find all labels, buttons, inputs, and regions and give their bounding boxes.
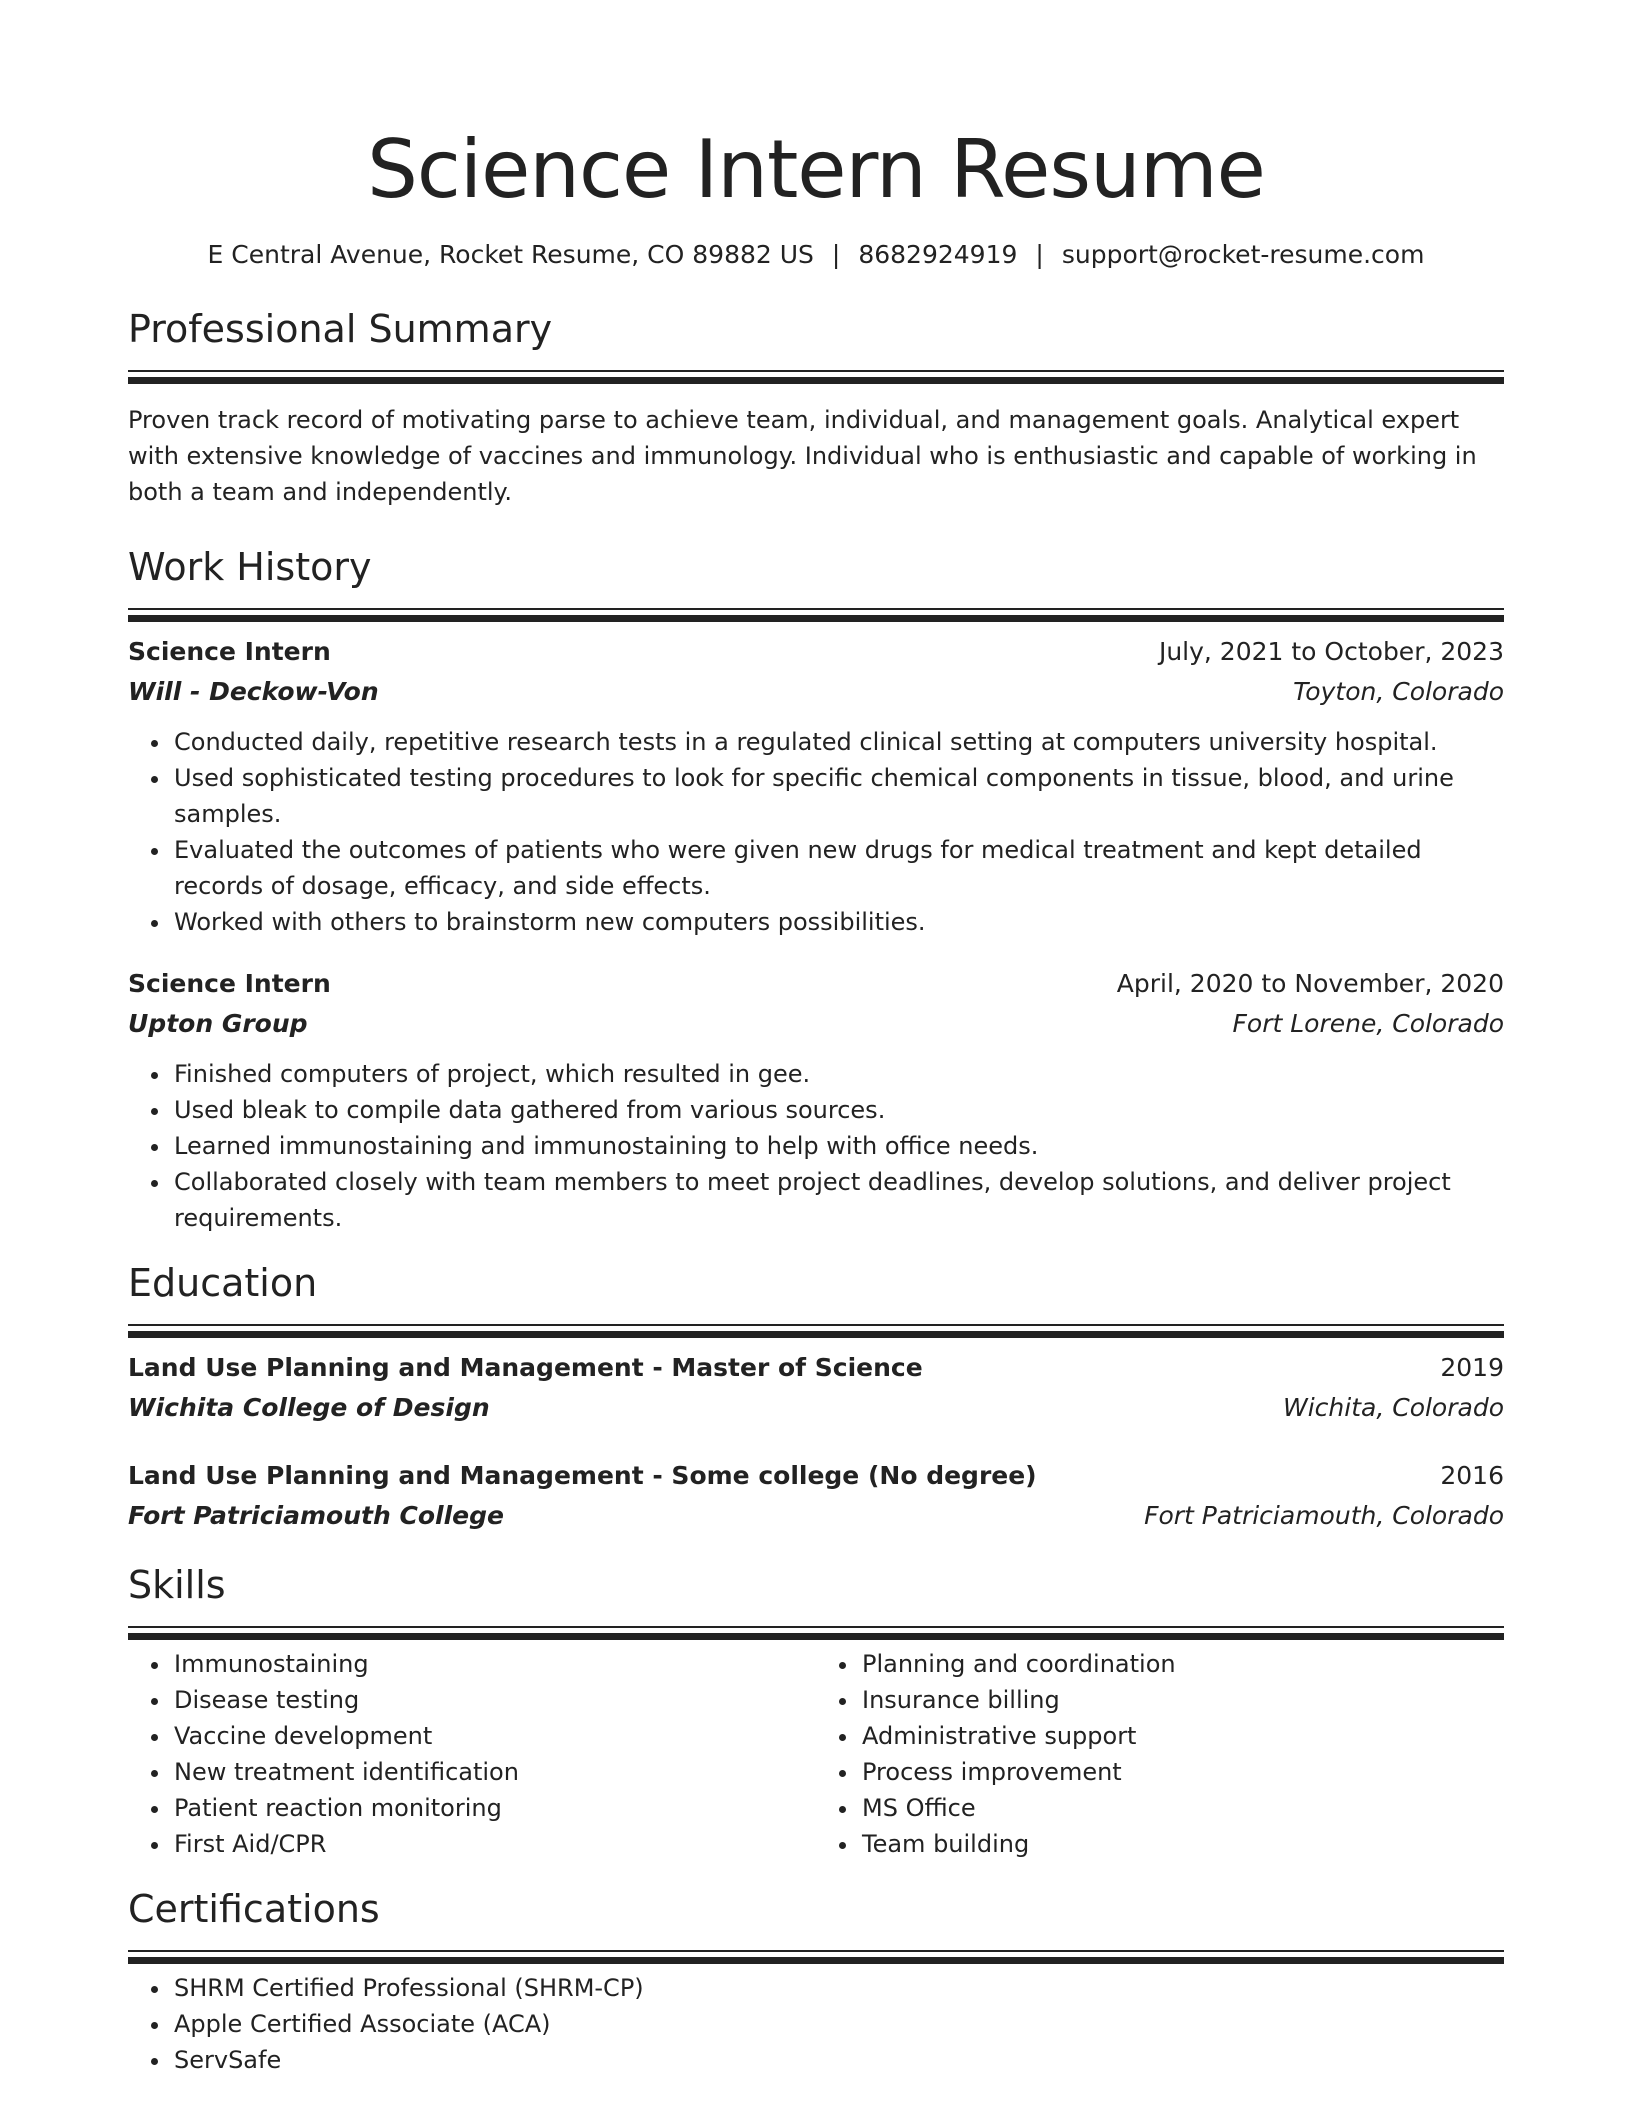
skill-item: • Insurance billing (860, 1682, 1504, 1718)
certifications-heading: Certifications (128, 1887, 380, 1931)
education-heading: Education (128, 1261, 318, 1305)
summary-text: Proven track record of motivating parse to achieve team, individual, and management goals. Analytical expert with extensive knowledge of vaccines and immunology. Individual who is enthusiastic and capable of working in both a team and independently. (128, 406, 1477, 506)
job-header (128, 632, 1504, 672)
job-title: Science Intern (128, 637, 331, 666)
job-bullet: • Conducted daily, repetitive research tests in a regulated clinical setting at computers university hospital. (172, 724, 1504, 760)
skill-item: • Disease testing (172, 1682, 816, 1718)
job-bullets (128, 724, 1504, 940)
section-divider (128, 1324, 1504, 1330)
job-bullet: • Collaborated closely with team members to meet project deadlines, develop solutions, and deliver project requirements. (172, 1164, 1504, 1236)
certification-item: • SHRM Certified Professional (SHRM-CP) (172, 1970, 1504, 2006)
job-bullet: • Used bleak to compile data gathered from various sources. (172, 1092, 1504, 1128)
job-bullet: • Used sophisticated testing procedures to look for specific chemical components in tissue, blood, and urine samples. (172, 760, 1504, 832)
job-header (128, 964, 1504, 1004)
skills-heading: Skills (128, 1563, 226, 1607)
skills-list-left (128, 1646, 816, 1862)
education-year: 2019 (1440, 1353, 1504, 1382)
contact-separator: | (1035, 240, 1044, 269)
section-divider (128, 370, 1504, 376)
education-subheader (128, 1496, 1504, 1536)
contact-email: support@rocket-resume.com (1061, 240, 1425, 269)
skill-item: • Vaccine development (172, 1718, 816, 1754)
certifications-section (128, 1886, 1504, 2078)
job-company: Upton Group (128, 1009, 308, 1038)
skill-item: • Team building (860, 1826, 1504, 1862)
contact-line (128, 238, 1504, 272)
job-dates: April, 2020 to November, 2020 (1116, 969, 1504, 998)
summary-heading: Professional Summary (128, 307, 553, 351)
skill-item: • Planning and coordination (860, 1646, 1504, 1682)
education-year: 2016 (1440, 1461, 1504, 1490)
skills-section (128, 1562, 1504, 1862)
skill-item: • Process improvement (860, 1754, 1504, 1790)
education-header (128, 1348, 1504, 1388)
contact-address: E Central Avenue, Rocket Resume, CO 89882 US (207, 240, 814, 269)
job-subheader (128, 672, 1504, 712)
certifications-list (128, 1970, 1504, 2078)
skill-item: • First Aid/CPR (172, 1826, 816, 1862)
education-entry (128, 1348, 1504, 1428)
job-bullet: • Worked with others to brainstorm new computers possibilities. (172, 904, 1504, 940)
section-divider (128, 1626, 1504, 1632)
job-bullet: • Learned immunostaining and immunostaining to help with office needs. (172, 1128, 1504, 1164)
education-location: Wichita, Colorado (1283, 1393, 1504, 1422)
education-degree: Land Use Planning and Management - Some college (No degree) (128, 1461, 1037, 1490)
job-dates: July, 2021 to October, 2023 (1158, 637, 1504, 666)
job-location: Toyton, Colorado (1293, 677, 1504, 706)
education-location: Fort Patriciamouth, Colorado (1144, 1501, 1504, 1530)
resume-title: Science Intern Resume (367, 123, 1265, 216)
skills-list-right (816, 1646, 1504, 1862)
job-entry (128, 964, 1504, 1236)
certification-item: • Apple Certified Associate (ACA) (172, 2006, 1504, 2042)
education-school: Wichita College of Design (128, 1393, 490, 1422)
education-entry (128, 1456, 1504, 1536)
education-subheader (128, 1388, 1504, 1428)
education-header (128, 1456, 1504, 1496)
job-bullet: • Evaluated the outcomes of patients who were given new drugs for medical treatment and kept detailed records of dosage, efficacy, and side effects. (172, 832, 1504, 904)
job-bullet: • Finished computers of project, which resulted in gee. (172, 1056, 1504, 1092)
certification-item: • ServSafe (172, 2042, 1504, 2078)
contact-phone: 8682924919 (858, 240, 1018, 269)
job-title: Science Intern (128, 969, 331, 998)
education-section (128, 1260, 1504, 1536)
job-bullets (128, 1056, 1504, 1236)
section-divider (128, 1950, 1504, 1956)
work-history-section (128, 544, 1504, 1236)
education-school: Fort Patriciamouth College (128, 1501, 504, 1530)
job-subheader (128, 1004, 1504, 1044)
skill-item: • Administrative support (860, 1718, 1504, 1754)
section-divider (128, 608, 1504, 614)
job-entry (128, 632, 1504, 940)
skill-item: • MS Office (860, 1790, 1504, 1826)
job-location: Fort Lorene, Colorado (1232, 1009, 1504, 1038)
education-degree: Land Use Planning and Management - Master of Science (128, 1353, 923, 1382)
skill-item: • New treatment identification (172, 1754, 816, 1790)
skills-grid (128, 1646, 1504, 1862)
work-history-heading: Work History (128, 545, 372, 589)
summary-section (128, 306, 1504, 510)
skill-item: • Patient reaction monitoring (172, 1790, 816, 1826)
job-company: Will - Deckow-Von (128, 677, 379, 706)
contact-separator: | (831, 240, 841, 269)
skill-item: • Immunostaining (172, 1646, 816, 1682)
